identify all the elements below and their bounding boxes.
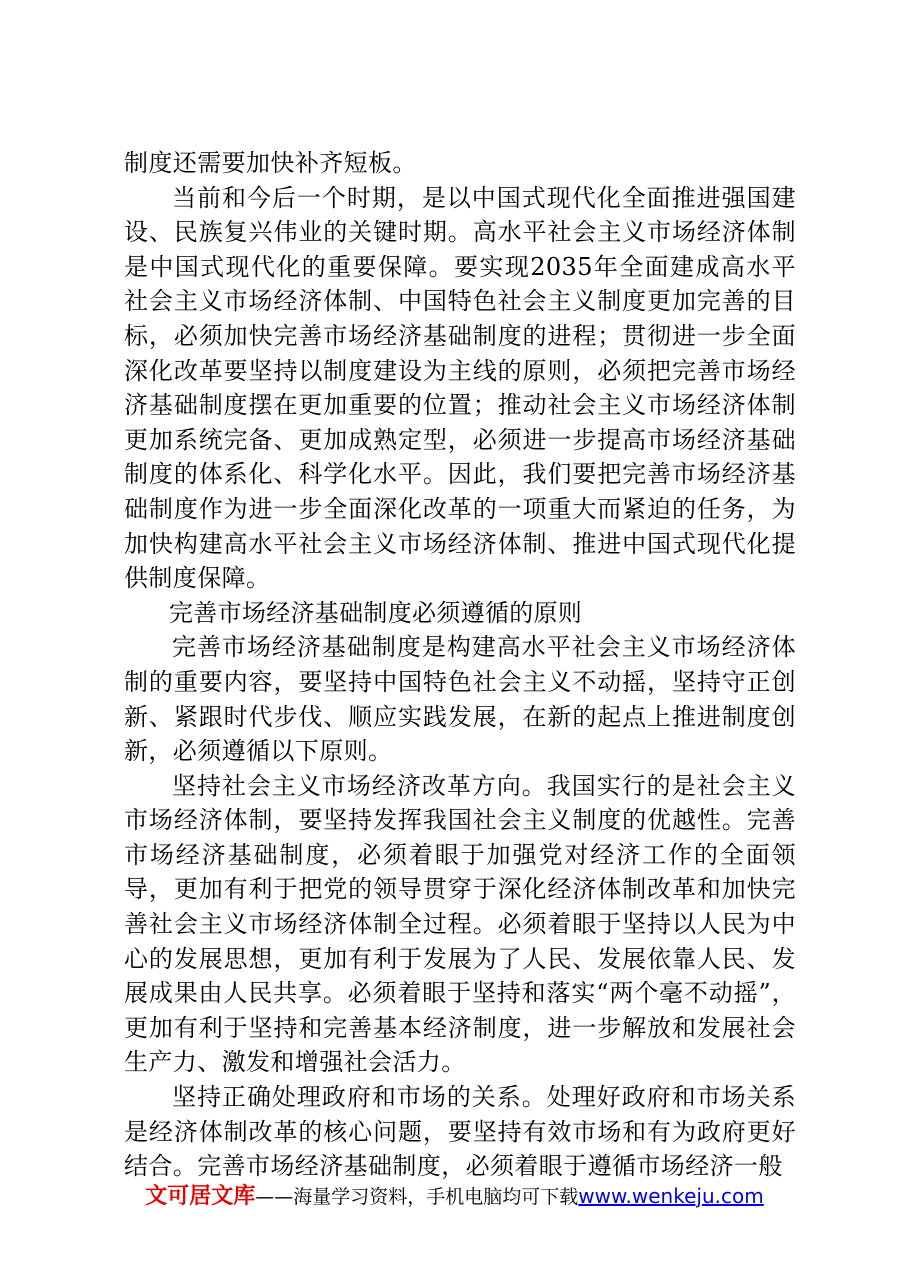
paragraph: 坚持社会主义市场经济改革方向。我国实行的是社会主义市场经济体制，要坚持发挥我国社会主义制度的优越性。完善市场经济基础制度，必须着眼于加强党对经济工作的全面领导，更加有利于把党的领导贯穿于深化经济体制改革和加快完善社会主义市场经济体制全过程。必须着眼于坚持以人民为中心的发展思想，更加有利于发展为了人民、发展依靠人民、发展成果由人民共享。必须着眼于坚持和落实“两个毫不动摇”，更加有利于坚持和完善基本经济制度，进一步解放和发展社会生产力、激发和增强社会活力。 — [124, 771, 796, 1077]
paragraph-continuation: 制度还需要加快补齐短板。 — [124, 149, 417, 177]
page-footer — [0, 1182, 909, 1211]
footer-link[interactable]: www.wenkeju.com — [578, 1184, 764, 1208]
footer-brand: 文可居文库 — [145, 1184, 256, 1209]
paragraph: 坚持正确处理政府和市场的关系。处理好政府和市场关系是经济体制改革的核心问题，要坚持有效市场和有为政府更好结合。完善市场经济基础制度，必须着眼于遵循市场经济一般 — [124, 1083, 796, 1181]
section-heading: 完善市场经济基础制度必须遵循的原则 — [169, 598, 583, 627]
paragraph: 完善市场经济基础制度是构建高水平社会主义市场经济体制的重要内容，要坚持中国特色社会主义不动摇，坚持守正创新、紧跟时代步伐、顺应实践发展，在新的起点上推进制度创新，必须遵循以下原则。 — [124, 633, 796, 766]
paragraph: 当前和今后一个时期，是以中国式现代化全面推进强国建设、民族复兴伟业的关键时期。高水平社会主义市场经济体制是中国式现代化的重要保障。要实现2035年全面建成高水平社会主义市场经济体制、中国特色社会主义制度更加完善的目标，必须加快完善市场经济基础制度的进程；贯彻进一步全面深化改革要坚持以制度建设为主线的原则，必须把完善市场经济基础制度摆在更加重要的位置；推动社会主义市场经济体制更加系统完备、更加成熟定型，必须进一步提高市场经济基础制度的体系化、科学化水平。因此，我们要把完善市场经济基础制度作为进一步全面深化改革的一项重大而紧迫的任务，为加快构建高水平社会主义市场经济体制、推进中国式现代化提供制度保障。 — [124, 183, 796, 593]
document-body — [124, 146, 796, 1184]
footer-tagline: ——海量学习资料，手机电脑均可下载 — [255, 1186, 579, 1208]
